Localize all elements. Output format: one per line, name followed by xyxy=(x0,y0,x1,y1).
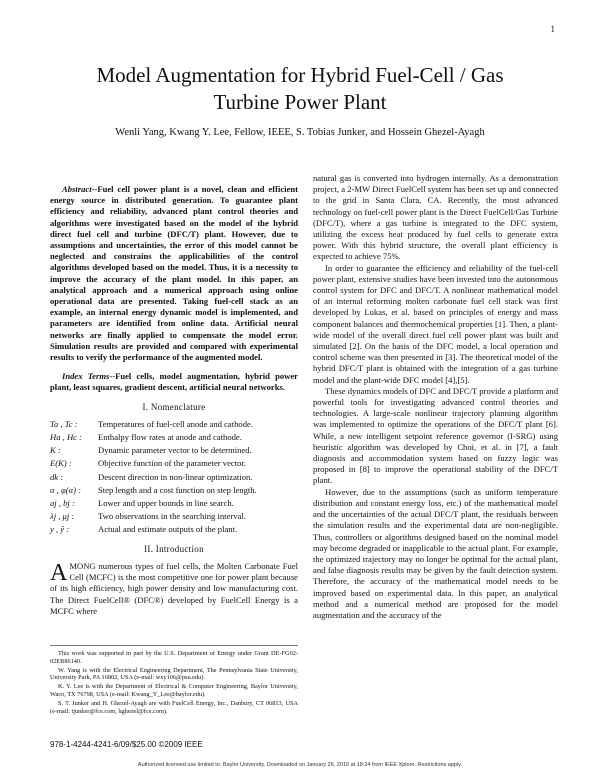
nomenclature-row xyxy=(50,511,298,522)
footnote: W. Yang is with the Electrical Engineering Department, The Pennsylvania State University, University Park, PA 16802, USA (e-mail: wxy106@psu.edu). xyxy=(50,666,298,682)
nomenclature-definition: Lower and upper bounds in line search. xyxy=(98,498,234,509)
footnote: This work was supported in part by the U.S. Department of Energy under Grant DE-FG02-02ER86140. xyxy=(50,650,298,665)
index-terms-label: Index Terms xyxy=(62,371,110,382)
index-terms xyxy=(50,371,298,393)
nomenclature-definition: Two observations in the searching interval. xyxy=(98,511,246,522)
nomenclature-row xyxy=(50,485,298,496)
nomenclature-row xyxy=(50,432,298,443)
abstract xyxy=(50,184,298,363)
license-notice: Authorized licensed use limited to: Baylor University. Downloaded on January 26, 2010 at 18:24 from IEEE Xplore. Restrictions apply. xyxy=(137,762,463,768)
abstract-text: --Fuel cell power plant is a novel, clean and efficient energy source in distributed generation. To guarantee plant efficiency and reliability, advanced plant control theories and algorithms were investigated based on the model of the hybrid direct fuel cell and turbine (DFC/T) plant. However, due to assumptions and uncertainties, the error of this model cannot be neglected and constrains the applicabilities of the control algorithms developed based on the model. Thus, it is a necessity to improve the accuracy of the plant model. In this paper, an analytical approach and a numerical approach using online operational data are presented. Taking fuel-cell stack as an example, an internal energy dynamic model is implemented, and parameters are identified from online data. Artificial neural networks are finally applied to compensate the model error. Simulation results are provided and compared with experimental results to verify the performance of the augmented model. xyxy=(50,184,298,363)
nomenclature-symbol: E(K) : xyxy=(50,458,72,469)
introduction-heading: II. Introduction xyxy=(144,543,204,554)
nomenclature-list xyxy=(50,419,298,536)
footnotes xyxy=(50,645,298,716)
footnote: K. Y. Lee is with the Department of Electrical & Computer Engineering, Baylor University, Waco, TX 76798, USA (e-mail: Kwang_Y_Lee@baylor.edu). xyxy=(50,683,298,698)
nomenclature-row xyxy=(50,458,298,469)
body-paragraph: These dynamics models of DFC and DFC/T provide a platform and powerful tools for investigating advanced control theories and technologies. A large-scale nonlinear trajectory planning algorithm was implemented to optimize the operations of the DFC/T plant [6]. While, a new intelligent setpoint reference governor (I-SRG) using heuristic algorithm was developed by Choi, et al. in [7], a fault diagnosis and accommodation system based on fuzzy logic was proposed in [8] to improve the operational stability of the DFC/T plant. xyxy=(313,385,558,486)
body-paragraph: In order to guarantee the efficiency and reliability of the fuel-cell power plant, extensive studies have been invested into the autonomous control system for DFC and DFC/T. A nonlinear mathematical model of an internal reforming molten carbonate fuel cell stack was first developed by Lukas, et al. based on principles of energy and mass component balances and thermochemical properties [1]. Then, a plant-wide model of the overall direct fuel cell power plant was built and simulated [2]. On the basis of the DFC model, a local operation and control scheme was then presented in [3]. The theoretical model of the hybrid DFC/T plant is obtained with the integration of a gas turbine model and the plant-wide DFC model [4],[5]. xyxy=(313,262,558,385)
nomenclature-symbol: Ha , Hc : xyxy=(50,432,82,443)
nomenclature-symbol: aj , bj : xyxy=(50,498,75,509)
nomenclature-row xyxy=(50,524,298,535)
nomenclature-symbol: y , ŷ : xyxy=(50,524,70,535)
nomenclature-definition: Step length and a cost function on step length. xyxy=(98,484,257,495)
index-terms-text: --Fuel cells, model augmentation, hybrid power plant, least squares, gradient descent, artificial neural networks. xyxy=(50,371,299,393)
nomenclature-definition: Enthalpy flow rates at anode and cathode. xyxy=(98,432,242,443)
body-paragraph: However, due to the assumptions (such as uniform temperature distribution and constant energy loss, etc.) of the mathematical model and the uncertainties of the actual DFC/T plant, the residuals between the simulation results and the experimental data are non-negligible. Thus, controllers or algorithms designed based on the nominal model may become degraded or inapplicable to the actual plant. For example, the optimized trajectory may no longer be optimal for the actual plant, and false diagnosis results may be given by the fault detection system. Therefore, the accuracy of the mathematical model needs to be improved based on experimental data. In this paper, an analytical method and a numerical method are proposed for the model augmentation and the accuracy of the xyxy=(313,486,558,620)
page-number: 1 xyxy=(550,24,555,34)
nomenclature-row xyxy=(50,472,298,483)
nomenclature-definition: Dynamic parameter vector to be determined. xyxy=(98,445,252,456)
introduction-text: MONG numerous types of fuel cells, the Molten Carbonate Fuel Cell (MCFC) is the most competitive one for power plant because of its high efficiency, high power density and low manufacturing cost. The Direct FuelCell® (DFC®) developed by FuelCell Energy is a MCFC where xyxy=(50,560,298,616)
nomenclature-symbol: dk : xyxy=(50,471,64,482)
nomenclature-definition: Temperatures of fuel-cell anode and cathode. xyxy=(98,418,253,429)
copyright-line: 978-1-4244-4241-6/09/$25.00 ©2009 IEEE xyxy=(50,740,203,749)
paper-title: Model Augmentation for Hybrid Fuel-Cell / Gas Turbine Power Plant xyxy=(96,63,504,114)
nomenclature-symbol: α , φ(α) : xyxy=(50,484,81,495)
nomenclature-definition: Actual and estimate outputs of the plant. xyxy=(98,524,238,535)
nomenclature-row xyxy=(50,419,298,430)
introduction-paragraph xyxy=(50,561,298,617)
right-column xyxy=(313,173,558,621)
nomenclature-definition: Descent direction in non-linear optimization. xyxy=(98,471,253,482)
nomenclature-symbol: Ta , Tc : xyxy=(50,418,78,429)
footnote: S. T. Junker and H. Ghezel-Ayagh are with FuelCell Energy, Inc., Danbury, CT 06813, USA (e-mail: tjunker@fce.com, hghezel@fce.com). xyxy=(50,699,298,715)
nomenclature-row xyxy=(50,445,298,456)
author-line: Wenli Yang, Kwang Y. Lee, Fellow, IEEE, S. Tobias Junker, and Hossein Ghezel-Ayagh xyxy=(115,127,485,138)
nomenclature-symbol: K : xyxy=(50,445,61,456)
abstract-label: Abstract xyxy=(62,184,92,194)
body-paragraph: natural gas is converted into hydrogen internally. As a demonstration project, a 2-MW Direct FuelCell system has been set up and connected to the grid in Santa Clara, CA. Recently, the most advanced technology on fuel-cell power plant is the Direct FuelCell/Gas Turbine (DFC/T), where a gas turbine is integrated to the DFC system, utilizing the excess heat produced by fuel cells to generate extra power. With this hybrid structure, the overall plant efficiency is expected to achieve 75%. xyxy=(313,173,558,262)
nomenclature-definition: Objective function of the parameter vector. xyxy=(98,458,246,469)
left-column xyxy=(50,184,298,617)
nomenclature-row xyxy=(50,498,298,509)
drop-cap: A xyxy=(50,559,68,586)
nomenclature-symbol: λj , μj : xyxy=(50,511,75,522)
nomenclature-heading: I. Nomenclature xyxy=(142,401,206,412)
